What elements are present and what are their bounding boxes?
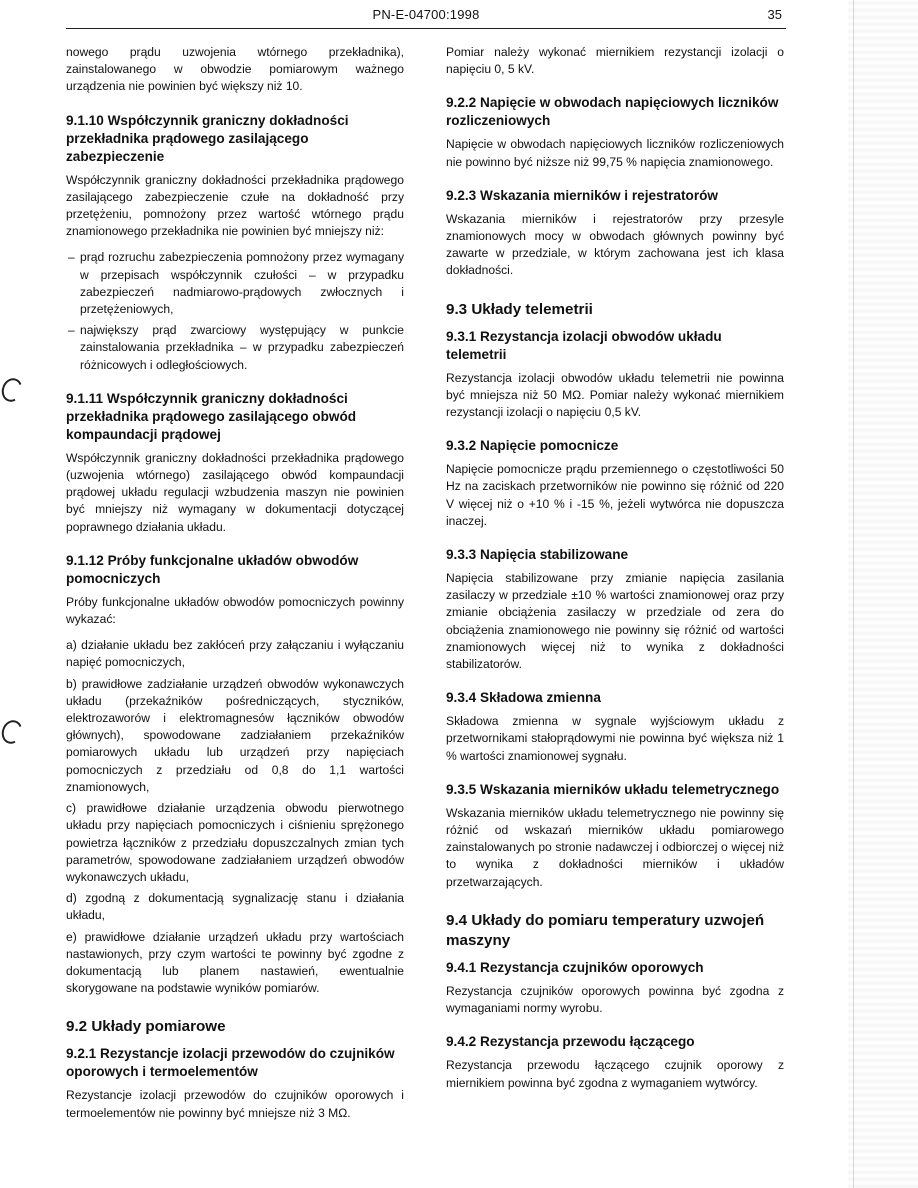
section-heading-9-1-11: 9.1.11 Współczynnik graniczny dokładności przekładnika prądowego zasilającego obwód kompaundacji prądowej: [66, 390, 357, 442]
paragraph: Wskazania mierników i rejestratorów przy przesyle znamionowych mocy w obwodach głównych powinny być zawarte w przedziale, w którym zachowana jest ich klasa dokładności.: [446, 211, 784, 278]
left-column: [66, 44, 404, 1131]
section-heading-9-3: 9.3 Układy telemetrii: [446, 300, 593, 318]
paragraph: Napięcie w obwodach napięciowych liczników rozliczeniowych nie powinno być niższe niż 99,75 % napięcia znamionowego.: [446, 137, 784, 169]
paragraph: Wskazania mierników układu telemetrycznego nie powinny się różnić od wskazań mierników układu pomiarowego zainstalowanych po stronie nadawczej i odbiorczej o więcej niż to wynika z dokładności mierników i układów przetwarzających.: [446, 805, 784, 889]
document-id: PN-E-04700:1998: [372, 7, 480, 22]
section-heading-9-3-4: 9.3.4 Składowa zmienna: [446, 690, 601, 706]
paragraph: Napięcia stabilizowane przy zmianie napięcia zasilania zasilaczy w przedziale ±10 % wartości znamionowej oraz przy zmianie obciążenia zasilaczy w przedziale od zera do obciążenia znamionowego nie powinny się różnić od wartości znamionowych więcej niż to wynika z dokładności stabilizatorów.: [446, 571, 784, 672]
section-heading-9-2-2: 9.2.2 Napięcie w obwodach napięciowych liczników rozliczeniowych: [446, 95, 779, 129]
section-heading-9-1-12: 9.1.12 Próby funkcjonalne układów obwodów pomocniczych: [66, 552, 359, 586]
list-item: d) zgodną z dokumentacją sygnalizację stanu i działania układu,: [66, 891, 404, 923]
section-heading-9-3-2: 9.3.2 Napięcie pomocnicze: [446, 438, 619, 454]
section-heading-9-3-1: 9.3.1 Rezystancja izolacji obwodów układu telemetrii: [446, 328, 722, 362]
list-item: – prąd rozruchu zabezpieczenia pomnożony przez wymagany w przepisach współczynnik czułości – w przypadku zabezpieczeń nadmiarowo-prądowych zwłocznych i przetężeniowych,: [66, 249, 404, 318]
page-number: 35: [767, 7, 782, 22]
section-heading-9-4-1: 9.4.1 Rezystancja czujników oporowych: [446, 959, 704, 975]
right-column: [446, 44, 784, 1101]
paragraph: Rezystancja izolacji obwodów układu telemetrii nie powinna być mniejsza niż 50 MΩ. Pomiar należy wykonać miernikiem rezystancji izolacji o napięciu 0,5 kV.: [446, 370, 784, 420]
paragraph: nowego prądu uzwojenia wtórnego przekładnika), zainstalowanego w obwodzie pomiarowym ważnego urządzenia nie powinien być większy niż 10.: [66, 45, 404, 94]
list-item: e) prawidłowe działanie urządzeń układu przy wartościach nastawionych, przy czym wartości te powinny być zgodne z dokumentacją lub planem nastawień, ewentualnie skorygowane na podstawie wyników pomiarów.: [66, 929, 404, 996]
list-item: b) prawidłowe zadziałanie urządzeń obwodów wykonawczych układu (przekaźników pośredniczących, styczników, elektrozaworów i elektromagnesów łączników obwodów głównych), spowodowane zadziałaniem przekaźników pomiarowych układu lub urządzeń przy napięciach pomocniczych z przedziału od 0,8 do 1,1 wartości znamionowych,: [66, 676, 404, 794]
paragraph: Składowa zmienna w sygnale wyjściowym układu z przetwornikami stałoprądowymi nie powinna być większa niż 1 % wartości znamionowej sygnału.: [446, 714, 784, 763]
section-heading-9-1-10: 9.1.10 Współczynnik graniczny dokładności przekładnika prądowego zasilającego zabezpieczenie: [66, 112, 349, 164]
scan-edge-noise: [848, 0, 918, 1188]
section-heading-9-4-2: 9.4.2 Rezystancja przewodu łączącego: [446, 1034, 695, 1050]
binder-hole-icon: [0, 375, 26, 404]
paragraph: Próby funkcjonalne układów obwodów pomocniczych powinny wykazać:: [66, 594, 404, 627]
list-item: a) działanie układu bez zakłóceń przy załączaniu i wyłączaniu napięć pomocniczych,: [66, 638, 404, 670]
section-heading-9-2-1: 9.2.1 Rezystancje izolacji przewodów do czujników oporowych i termoelementów: [66, 1046, 395, 1080]
list-item: – największy prąd zwarciowy występujący w punkcie zainstalowania przekładnika – w przypadku zabezpieczeń różnicowych i odległościowych.: [66, 322, 404, 374]
list-item: c) prawidłowe działanie urządzenia obwodu pierwotnego układu przy napięciach pomocniczych i ciśnieniu sprężonego powietrza łączników z przedziału dopuszczalnych zmian tych parametrów, spowodowane zadziałaniem urządzeń obwodów wykonawczych układu,: [66, 801, 404, 884]
page-header: [66, 6, 786, 29]
paragraph: Rezystancja czujników oporowych powinna być zgodna z wymaganiami normy wyrobu.: [446, 983, 784, 1016]
paragraph: Pomiar należy wykonać miernikiem rezystancji izolacji o napięciu 0, 5 kV.: [446, 45, 784, 77]
section-heading-9-2: 9.2 Układy pomiarowe: [66, 1018, 226, 1036]
paragraph: Rezystancja przewodu łączącego czujnik oporowy z miernikiem powinna być zgodna z wymaganiem wytwórcy.: [446, 1058, 784, 1090]
section-heading-9-3-3: 9.3.3 Napięcia stabilizowane: [446, 547, 629, 563]
paragraph: Współczynnik graniczny dokładności przekładnika prądowego (uzwojenia wtórnego) zasilającego obwód kompaundacji prądowej układu regulacji wzbudzenia maszyn nie powinien być mniejszy niż wymagany w dokumentacji dotyczącej poprawnego działania układu.: [66, 450, 404, 534]
section-heading-9-4: 9.4 Układy do pomiaru temperatury uzwojeń maszyny: [446, 911, 765, 949]
paragraph: Napięcie pomocnicze prądu przemiennego o częstotliwości 50 Hz na zaciskach przetworników nie powinno się różnić od 220 V więcej niż o +10 % i -15 %, jeżeli wytwórca nie dopuszcza inaczej.: [446, 462, 784, 528]
binder-hole-icon: [0, 717, 26, 746]
section-heading-9-3-5: 9.3.5 Wskazania mierników układu telemetrycznego: [446, 781, 780, 797]
section-heading-9-2-3: 9.2.3 Wskazania mierników i rejestratorów: [446, 187, 718, 203]
paragraph: Rezystancje izolacji przewodów do czujników oporowych i termoelementów nie powinny być mniejsze niż 3 MΩ.: [66, 1088, 404, 1120]
paragraph: Współczynnik graniczny dokładności przekładnika prądowego zasilającego zabezpieczenie czułe na dokładność przy przetężeniu, pomnożony przez wartość wtórnego prądu znamionowego przekładnika nie powinien być mniejszy niż:: [66, 172, 404, 239]
